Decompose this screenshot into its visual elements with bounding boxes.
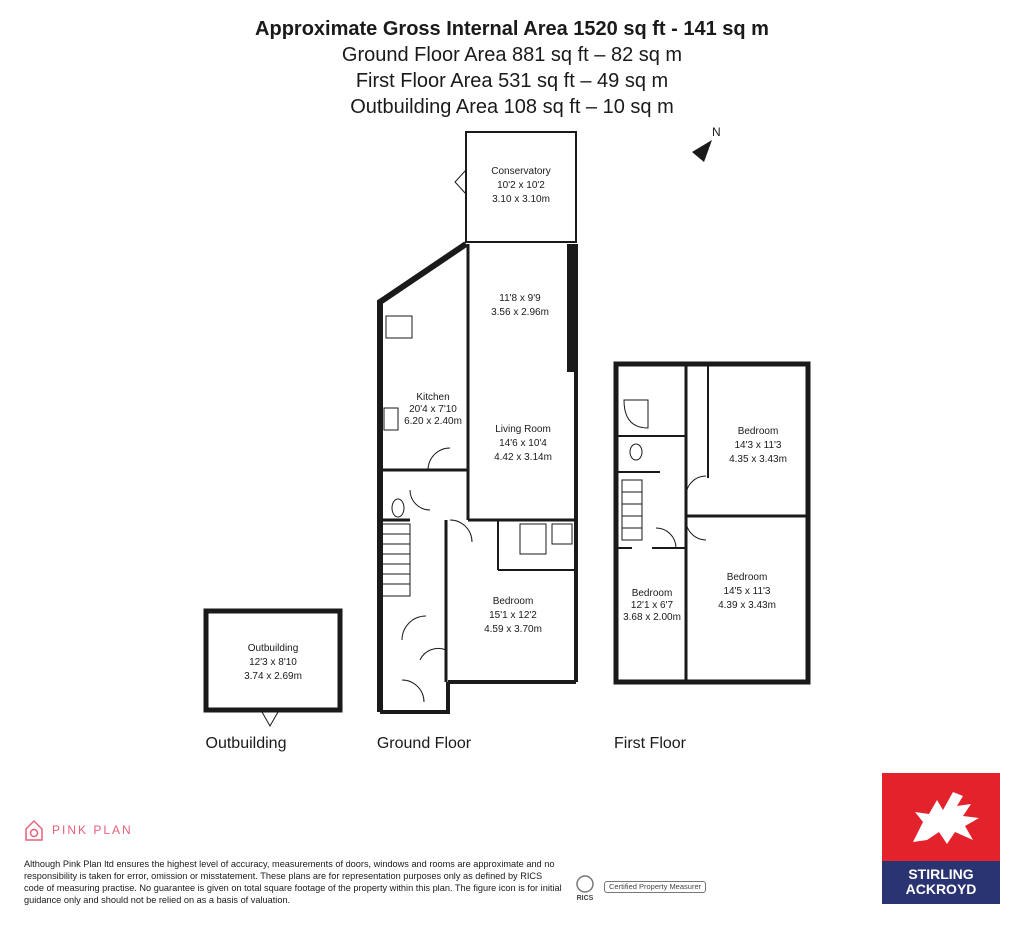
ensuite-toilet-icon bbox=[520, 524, 546, 554]
gf-bedroom-name: Bedroom bbox=[492, 596, 534, 607]
agent-name-line1: STIRLING bbox=[908, 866, 974, 882]
bath-icon bbox=[624, 400, 648, 428]
certified-measurer-label: Certified Property Measurer bbox=[604, 881, 706, 893]
outbuilding-plan bbox=[206, 611, 340, 726]
pink-plan-logo bbox=[24, 818, 133, 842]
conservatory-name: Conservatory bbox=[491, 166, 551, 177]
stirling-ackroyd-logo bbox=[882, 773, 1000, 904]
ff-bedroom2-name: Bedroom bbox=[726, 572, 768, 583]
dining-metric: 3.56 x 2.96m bbox=[491, 307, 549, 318]
rics-badge bbox=[570, 872, 706, 902]
ff-bedroom1-name: Bedroom bbox=[737, 426, 779, 437]
outbuilding-imperial: 12'3 x 8'10 bbox=[249, 657, 297, 668]
disclaimer-text: Although Pink Plan ltd ensures the highest level of accuracy, measurements of doors, windows and rooms are approximate and no responsibility is taken for error, omission or misstatement. These plans are for representation purposes only as defined by RICS code of measuring practise. No guarantee is given on total square footage of the property within this plan. The figure icon is for initial guidance only and should not be relied on as a basis of valuation. bbox=[24, 859, 562, 905]
ff-bedroom3-imperial: 12'1 x 6'7 bbox=[630, 600, 674, 611]
first-floor-label: First Floor bbox=[614, 735, 686, 752]
kitchen-metric: 6.20 x 2.40m bbox=[404, 416, 462, 427]
ff-toilet-icon bbox=[630, 444, 642, 460]
shower-icon bbox=[552, 524, 572, 544]
outbuilding-area: Outbuilding Area 108 sq ft – 10 sq m bbox=[350, 96, 674, 118]
kitchen-sink-icon bbox=[386, 316, 412, 338]
hob-icon bbox=[384, 408, 398, 430]
gf-bedroom-metric: 4.59 x 3.70m bbox=[484, 624, 542, 635]
ff-bedroom1-metric: 4.35 x 3.43m bbox=[729, 454, 787, 465]
first-floor-plan bbox=[616, 364, 808, 682]
rics-logo-icon bbox=[570, 872, 600, 902]
ground-floor-label: Ground Floor bbox=[376, 735, 472, 752]
dining-imperial: 11'8 x 9'9 bbox=[499, 293, 541, 304]
conservatory-imperial: 10'2 x 10'2 bbox=[497, 180, 545, 191]
kitchen-name: Kitchen bbox=[416, 392, 450, 403]
ff-bedroom2-metric: 4.39 x 3.43m bbox=[718, 600, 776, 611]
ff-bedroom3-name: Bedroom bbox=[631, 588, 673, 599]
rics-label: RICS bbox=[576, 895, 594, 902]
gf-bedroom-imperial: 15'1 x 12'2 bbox=[489, 610, 537, 621]
plan-title: Approximate Gross Internal Area 1520 sq ft - 141 sq m bbox=[255, 18, 769, 40]
pink-plan-house-icon bbox=[24, 818, 44, 842]
kitchen-imperial: 20'4 x 7'10 bbox=[409, 404, 457, 415]
pink-plan-brand: PINK PLAN bbox=[52, 823, 133, 837]
toilet-icon bbox=[392, 499, 404, 517]
ff-bedroom3-metric: 3.68 x 2.00m bbox=[623, 612, 681, 623]
outbuilding-name: Outbuilding bbox=[247, 643, 299, 654]
griffin-icon bbox=[893, 782, 989, 852]
ground-floor-area: Ground Floor Area 881 sq ft – 82 sq m bbox=[341, 44, 683, 66]
living-room-imperial: 14'6 x 10'4 bbox=[499, 438, 547, 449]
living-room-name: Living Room bbox=[495, 424, 551, 435]
compass-label: N bbox=[712, 125, 721, 139]
ff-bedroom2-imperial: 14'5 x 11'3 bbox=[723, 586, 771, 597]
first-floor-area: First Floor Area 531 sq ft – 49 sq m bbox=[355, 70, 669, 92]
agent-name-line2: ACKROYD bbox=[905, 881, 977, 897]
outbuilding-label: Outbuilding bbox=[205, 735, 287, 752]
living-room-metric: 4.42 x 3.14m bbox=[494, 452, 552, 463]
north-compass-icon bbox=[692, 125, 721, 162]
conservatory-metric: 3.10 x 3.10m bbox=[492, 194, 550, 205]
ff-bedroom1-imperial: 14'3 x 11'3 bbox=[734, 440, 782, 451]
outbuilding-metric: 3.74 x 2.69m bbox=[244, 671, 302, 682]
